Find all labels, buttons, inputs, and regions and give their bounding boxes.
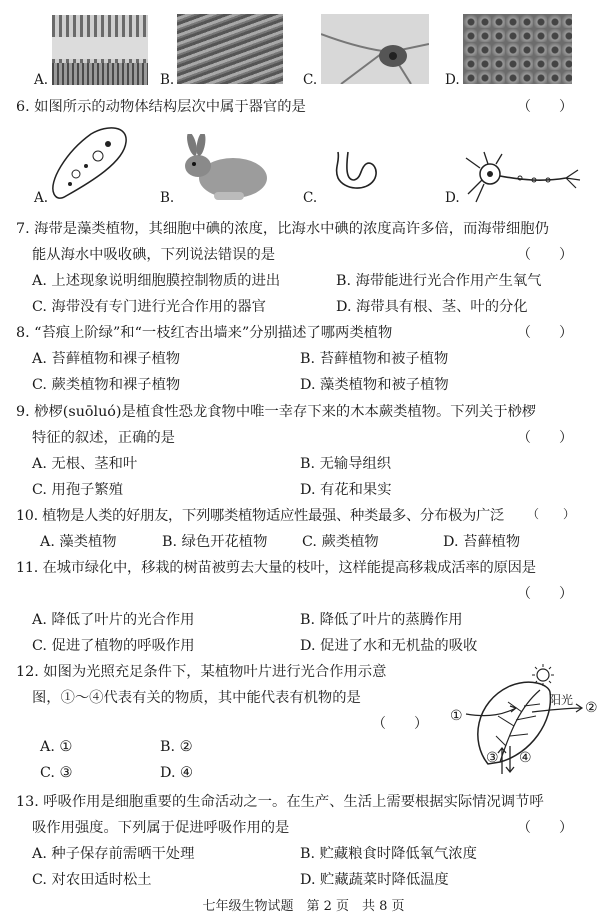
q12-marker-3: ③	[486, 750, 499, 766]
q13-option-a[interactable]: A. 种子保存前需晒干处理	[32, 846, 195, 862]
q6-label-a: A.	[34, 190, 49, 206]
q5-image-a	[52, 15, 148, 85]
q13-stem-line1: 13. 呼吸作用是细胞重要的生命活动之一。在生产、生活上需要根据实际情况调节呼	[16, 794, 544, 810]
q6-stomach-figure	[326, 150, 386, 206]
q12-marker-4: ④	[519, 750, 532, 766]
q6-label-d: D.	[445, 190, 460, 206]
q9-option-d[interactable]: D. 有花和果实	[300, 482, 392, 498]
q12-option-a[interactable]: A. ①	[40, 739, 73, 755]
q6-answer-blank[interactable]: （ ）	[517, 99, 573, 115]
q9-stem-line1: 9. 桫椤(suōluó)是植食性恐龙食物中唯一幸存下来的木本蕨类植物。下列关于桫椤	[16, 404, 537, 420]
q8-option-a[interactable]: A. 苔藓植物和裸子植物	[32, 351, 181, 367]
q7-answer-blank[interactable]: （ ）	[517, 247, 573, 263]
q10-option-a[interactable]: A. 藻类植物	[40, 534, 117, 550]
q12-marker-2: ②	[585, 700, 598, 716]
q5-label-a: A.	[34, 72, 49, 88]
q11-option-a[interactable]: A. 降低了叶片的光合作用	[32, 612, 195, 628]
q11-answer-blank[interactable]: （ ）	[517, 586, 573, 602]
q6-stem: 6. 如图所示的动物体结构层次中属于器官的是	[16, 99, 306, 115]
q9-option-b[interactable]: B. 无输导组织	[300, 456, 392, 472]
q8-option-b[interactable]: B. 苔藓植物和被子植物	[300, 351, 449, 367]
q12-option-c[interactable]: C. ③	[40, 765, 73, 781]
q9-stem-line2: 特征的叙述，正确的是	[32, 430, 175, 446]
q6-neuron-figure	[462, 150, 590, 208]
q8-stem: 8. “苔痕上阶绿”和“一枝红杏出墙来”分别描述了哪两类植物	[16, 325, 393, 341]
q12-option-d[interactable]: D. ④	[160, 765, 193, 781]
q7-stem-line1: 7. 海带是藻类植物，其细胞中碘的浓度，比海水中碘的浓度高许多倍，而海带细胞仍	[16, 221, 549, 237]
q7-option-b[interactable]: B. 海带能进行光合作用产生氧气	[336, 273, 542, 289]
q11-option-b[interactable]: B. 降低了叶片的蒸腾作用	[300, 612, 463, 628]
q5-label-c: C.	[303, 72, 318, 88]
q5-label-d: D.	[445, 72, 460, 88]
q12-sun-label: 阳光	[549, 693, 574, 707]
q13-option-c[interactable]: C. 对农田适时松土	[32, 872, 152, 888]
q6-rabbit-figure	[178, 134, 270, 204]
q9-option-c[interactable]: C. 用孢子繁殖	[32, 482, 124, 498]
q9-option-a[interactable]: A. 无根、茎和叶	[32, 456, 138, 472]
q10-option-b[interactable]: B. 绿色开花植物	[162, 534, 268, 550]
q6-paramecium-figure	[46, 122, 132, 200]
q10-stem: 10. 植物是人类的好朋友，下列哪类植物适应性最强、种类最多、分布极为广泛	[16, 508, 504, 524]
q12-marker-1: ①	[450, 708, 463, 724]
q11-option-d[interactable]: D. 促进了水和无机盐的吸收	[300, 638, 478, 654]
q5-label-b: B.	[160, 72, 175, 88]
q10-option-c[interactable]: C. 蕨类植物	[302, 534, 379, 550]
q7-stem-line2: 能从海水中吸收碘，下列说法错误的是	[32, 247, 276, 263]
q7-option-d[interactable]: D. 海带具有根、茎、叶的分化	[336, 299, 528, 315]
q6-label-c: C.	[303, 190, 318, 206]
q12-answer-blank[interactable]: （ ）	[372, 716, 428, 732]
q12-option-b[interactable]: B. ②	[160, 739, 193, 755]
q13-answer-blank[interactable]: （ ）	[517, 820, 573, 836]
q11-option-c[interactable]: C. 促进了植物的呼吸作用	[32, 638, 195, 654]
q9-answer-blank[interactable]: （ ）	[517, 430, 573, 446]
q8-option-c[interactable]: C. 蕨类植物和裸子植物	[32, 377, 181, 393]
q10-option-d[interactable]: D. 苔藓植物	[443, 534, 521, 550]
q5-neuron-figure	[321, 14, 429, 84]
q11-stem: 11. 在城市绿化中，移栽的树苗被剪去大量的枝叶，这样能提高移栽成活率的原因是	[16, 560, 536, 576]
q7-option-a[interactable]: A. 上述现象说明细胞膜控制物质的进出	[32, 273, 281, 289]
q6-label-b: B.	[160, 190, 175, 206]
q8-answer-blank[interactable]: （ ）	[517, 325, 573, 341]
q12-stem-line1: 12. 如图为光照充足条件下，某植物叶片进行光合作用示意	[16, 664, 387, 680]
q5-image-d	[463, 14, 572, 84]
page-footer: 七年级生物试题 第 2 页 共 8 页	[202, 899, 405, 914]
q13-option-b[interactable]: B. 贮藏粮食时降低氧气浓度	[300, 846, 477, 862]
q7-option-c[interactable]: C. 海带没有专门进行光合作用的器官	[32, 299, 266, 315]
q8-option-d[interactable]: D. 藻类植物和被子植物	[300, 377, 449, 393]
q13-stem-line2: 吸作用强度。下列属于促进呼吸作用的是	[32, 820, 290, 836]
q12-stem-line2: 图，①～④代表有关的物质，其中能代表有机物的是	[32, 690, 361, 706]
q5-image-c	[321, 14, 429, 84]
q13-option-d[interactable]: D. 贮藏蔬菜时降低温度	[300, 872, 449, 888]
q5-image-b	[177, 14, 283, 84]
q10-answer-blank[interactable]: （ ）	[527, 507, 576, 521]
